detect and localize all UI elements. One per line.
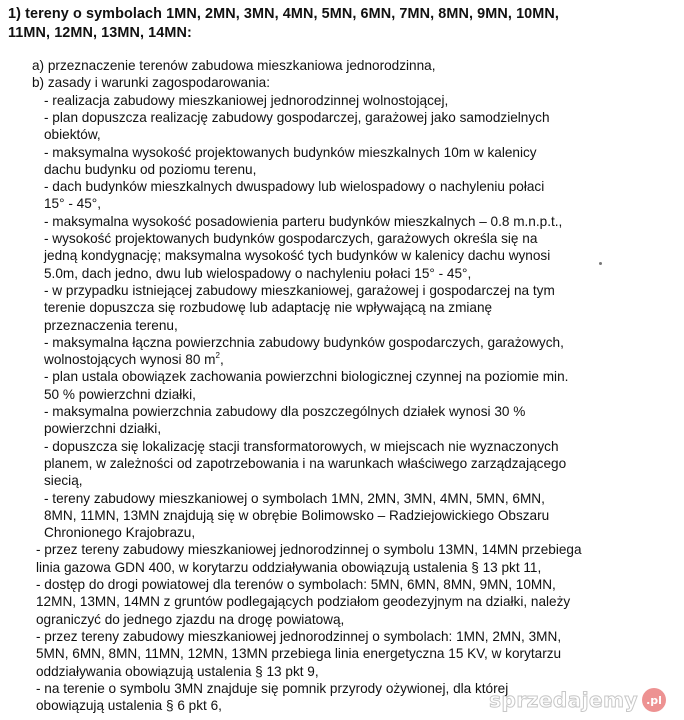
document-line: - wysokość projektowanych budynków gospodarczych, garażowych określa się na — [44, 231, 538, 246]
document-line: - plan ustala obowiązek zachowania powierzchni biologicznej czynnej na poziomie min. — [44, 369, 569, 385]
document-line: - dostęp do drogi powiatowej dla terenów o symbolach: 5MN, 6MN, 8MN, 9MN, 10MN, — [36, 577, 556, 592]
document-line: - maksymalna łączna powierzchnia zabudowy budynków gospodarczych, garażowych, — [44, 334, 564, 350]
document-line: obowiązują ustalenia § 6 pkt 6, — [36, 698, 222, 714]
document-line: planem, w zależności od zapotrzebowania i na warunkach właściwego zarządzającego — [44, 455, 567, 471]
document-line: 12MN, 13MN, 14MN z gruntów podlegających podziałom geodezyjnym na działki, należy — [36, 594, 571, 610]
superscript: 2 — [215, 351, 220, 361]
document-line: powierzchni działki, — [44, 421, 162, 437]
line-text: wolnostojących wynosi 80 m — [44, 352, 216, 368]
watermark-text: sprzedajemy — [489, 688, 638, 712]
heading-line-2: 11MN, 12MN, 13MN, 14MN: — [8, 25, 192, 41]
document-line: - na terenie o symbolu 3MN znajduje się pomnik przyrody ożywionej, dla której — [36, 680, 509, 696]
document-line: a) przeznaczenie terenów zabudowa mieszkaniowa jednorodzinna, — [32, 58, 436, 73]
document-line: - dopuszcza się lokalizację stacji transformatorowych, w miejscach nie wyznaczonych — [44, 438, 559, 454]
document-line: Chronionego Krajobrazu, — [44, 525, 196, 541]
document-line: linia gazowa GDN 400, w korytarzu oddziaływania obowiązują ustalenia § 13 pkt 11, — [36, 559, 542, 575]
document-line: - tereny zabudowy mieszkaniowej o symbolach 1MN, 2MN, 3MN, 4MN, 5MN, 6MN, — [44, 490, 545, 506]
document-line: - maksymalna wysokość posadowienia parteru budynków mieszkalnych – 0.8 m.n.p.t., — [44, 213, 563, 229]
heading-line-1: 1) tereny o symbolach 1MN, 2MN, 3MN, 4MN, 5MN, 6MN, 7MN, 8MN, 9MN, 10MN, — [8, 6, 559, 22]
document-line: - w przypadku istniejącej zabudowy mieszkaniowej, garażowej i gospodarczej na tym — [44, 282, 555, 298]
document-line: - przez tereny zabudowy mieszkaniowej jednorodzinnej o symbolu 13MN, 14MN przebiega — [36, 542, 582, 558]
document-line: 8MN, 11MN, 13MN znajdują się w obrębie Bolimowsko – Radziejowickiego Obszaru — [44, 507, 550, 523]
document-line: 50 % powierzchni działki, — [44, 386, 196, 402]
line-tail: , — [219, 352, 224, 368]
document-line: obiektów, — [44, 127, 101, 143]
document-line: dachu budynku od poziomu terenu, — [44, 161, 257, 177]
document-line: - przez tereny zabudowy mieszkaniowej jednorodzinnej o symbolach: 1MN, 2MN, 3MN, — [36, 628, 562, 644]
document-line: przeznaczenia terenu, — [44, 317, 178, 333]
document-line: 5MN, 6MN, 8MN, 11MN, 12MN, 13MN przebiega linia energetyczna 15 KV, w korytarzu — [36, 646, 562, 662]
document-line: b) zasady i warunki zagospodarowania: — [32, 75, 271, 91]
document-line: 15° - 45°, — [44, 196, 101, 212]
document-line: siecią, — [44, 473, 83, 489]
document-line: ograniczyć do jednego zjazdu na drogę powiatową, — [36, 611, 345, 627]
document-line: - realizacja zabudowy mieszkaniowej jednorodzinnej wolnostojącej, — [44, 92, 449, 108]
document-line: - dach budynków mieszkalnych dwuspadowy lub wielospadowy o nachyleniu połaci — [44, 179, 545, 195]
document-line: oddziaływania obowiązują ustalenia § 13 pkt 9, — [36, 663, 319, 679]
document-line: 5.0m, dach jedno, dwu lub wielospadowy o nachyleniu połaci 15° - 45°, — [44, 265, 472, 281]
document-line: - maksymalna powierzchnia zabudowy dla poszczególnych działek wynosi 30 % — [44, 404, 526, 419]
section-heading — [8, 5, 668, 43]
document-line: - plan dopuszcza realizację zabudowy gospodarczej, garażowej jako samodzielnych — [44, 109, 550, 125]
watermark — [489, 688, 666, 712]
document-line: jedną kondygnację; maksymalna wysokość tych budynków w kalenicy dachu wynosi — [44, 248, 551, 264]
document-line: - maksymalna wysokość projektowanych budynków mieszkalnych 10m w kalenicy — [44, 144, 537, 160]
document-line — [44, 351, 224, 368]
watermark-badge: .pl — [642, 688, 666, 712]
document-line: terenie dopuszcza się rozbudowę lub adaptację nie wpływającą na zmianę — [44, 300, 493, 316]
scan-speck — [599, 262, 602, 265]
